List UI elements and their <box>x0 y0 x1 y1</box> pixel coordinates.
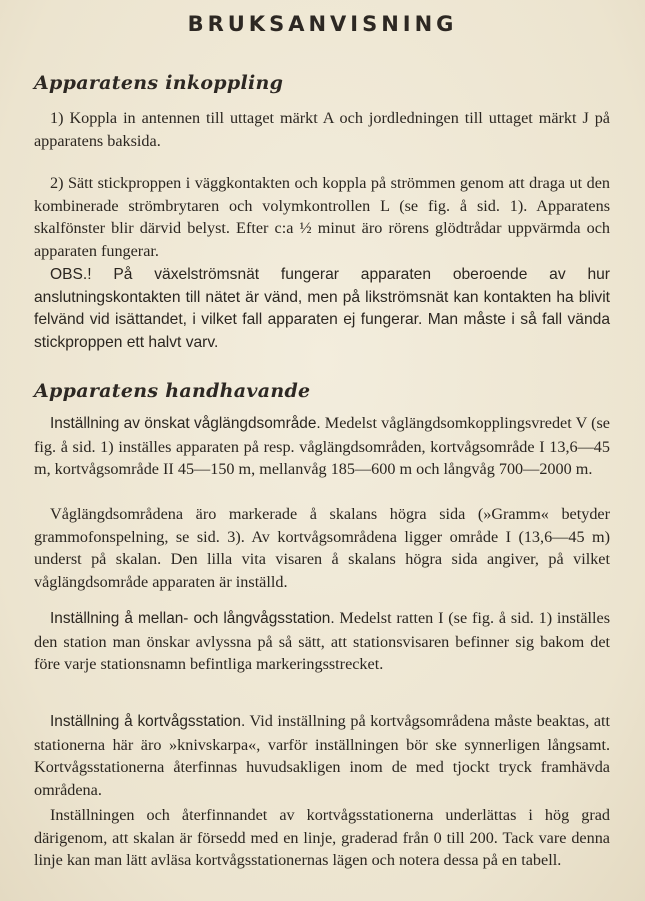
paragraph-short-wave-scale: Inställningen och återfinnandet av kortvågsstationerna underlättas i hög grad därigenom, att skalan är försedd med en linje, graderad från 0 till 200. Tack vare denna linje kan man lätt avläsa kortvågsstationernas lägen och notera dessa på en tabell. <box>34 806 610 869</box>
paragraph-wavelength-markings: Våglängdsområdena äro markerade å skalans högra sida (»Gramm« betyder grammofonspelning, se sid. 3). Av kortvågsområdena ligger område I (13,6—45 m) underst på skalan. Den lilla vita visaren å skalans högra sida angiver, på vilket våglängdsområde apparaten är inställd. <box>34 505 610 591</box>
text-medium-long-wave: Medelst ratten I (se fig. å sid. 1) inställes den station man önskar avlyssna på så sätt, att stationsvisaren befinner sig bakom det före varje stationsnamn befintliga markeringsstrecket. <box>34 609 610 673</box>
paragraph-power: 2) Sätt stickproppen i väggkontakten och koppla på strömmen genom att draga ut den kombinerade strömbrytaren och volymkontrollen L (se fig. å sid. 1). Apparatens skalfönster blir därvid belyst. Efter c:a ½ minut äro rörens glödtrådar uppvärmda och apparaten fungerar. <box>34 174 610 260</box>
paragraph-short-wave <box>34 710 610 801</box>
paragraph-antenna: 1) Koppla in antennen till uttaget märkt A och jordledningen till uttaget märkt J på apparatens baksida. <box>34 109 610 150</box>
lead-medium-long-wave: Inställning å mellan- och långvågsstation. <box>50 610 335 627</box>
paragraph-wavelength-setting <box>34 412 610 481</box>
paragraph-obs-note: OBS.! På växelströmsnät fungerar apparaten oberoende av hur anslutningskontakten till nätet är vänd, men på likströmsnät kan kontakten ha blivit felvänd vid isättandet, i vilket fall apparaten ej fungerar. Man måste i så fall vända stickproppen ett halvt varv. <box>34 266 610 351</box>
page-title: BRUKSANVISNING <box>187 12 458 36</box>
section-heading-inkoppling: Apparatens inkoppling <box>34 72 284 94</box>
text-wavelength-setting: Medelst våglängdsomkopplingsvredet V (se fig. å sid. 1) inställes apparaten på resp. våglängdsområden, kortvågsområde I 13,6—45 m, kortvågsområde II 45—150 m, mellanvåg 185—600 m och långvåg 700—2000 m. <box>34 414 610 478</box>
text-short-wave: Vid inställning på kortvågsområdena måste beaktas, att stationerna här äro »knivskarpa«, varför inställningen bör ske synnerligen långsamt. Kortvågsstationerna återfinnas huvudsakligen inom de med tjockt tryck framhävda områdena. <box>34 712 611 799</box>
paragraph-medium-long-wave <box>34 607 610 676</box>
lead-short-wave: Inställning å kortvågsstation. <box>50 713 246 730</box>
lead-wavelength-setting: Inställning av önskat våglängdsområde. <box>50 415 321 432</box>
section-heading-handhavande: Apparatens handhavande <box>34 380 311 402</box>
